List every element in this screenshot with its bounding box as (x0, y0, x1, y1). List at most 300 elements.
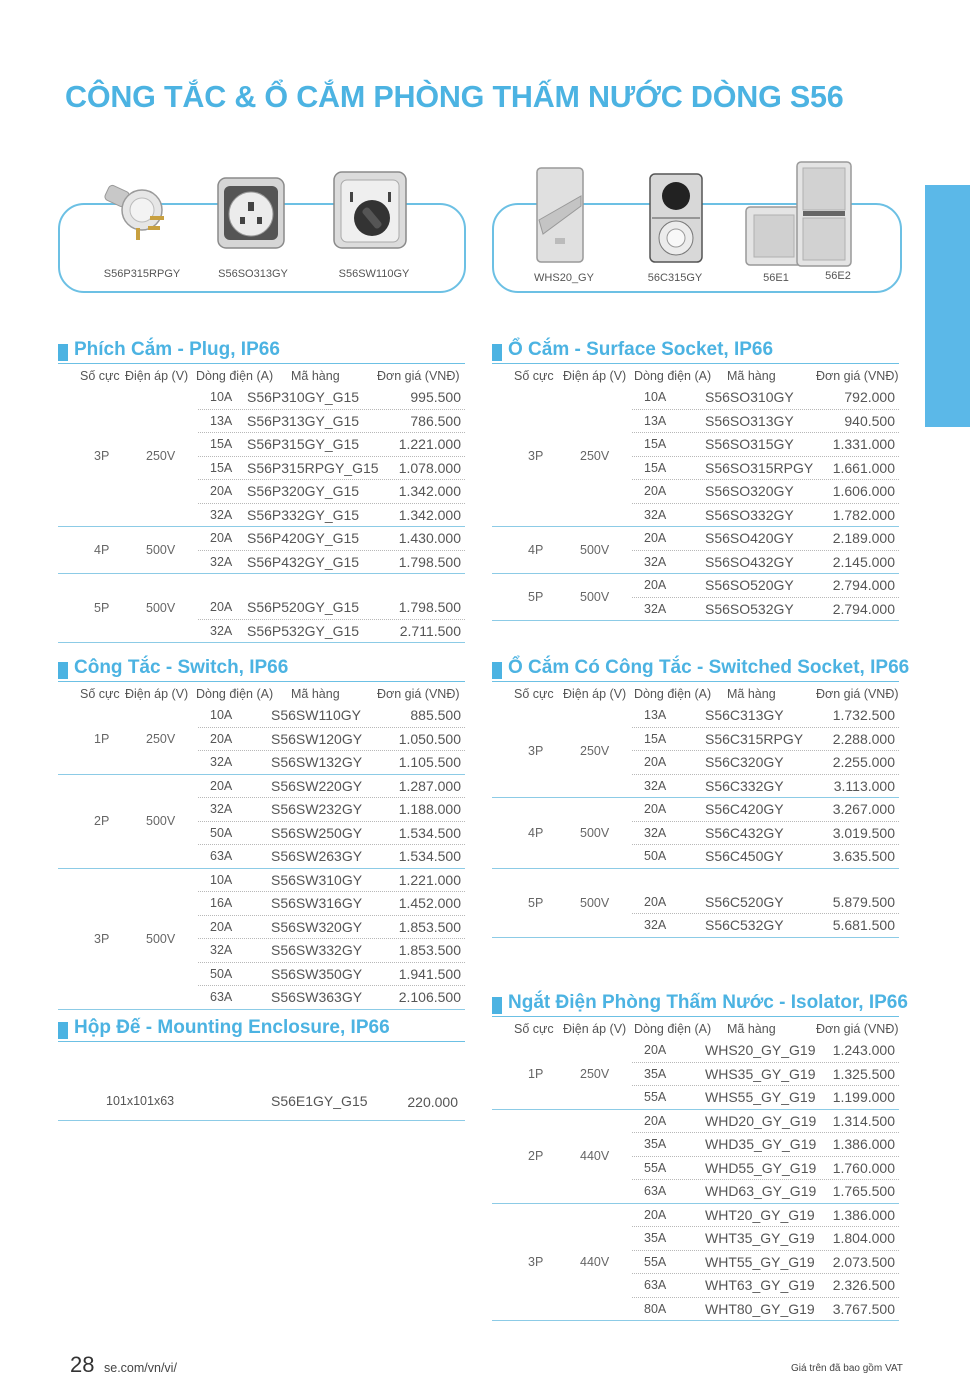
current-value: 55A (644, 1090, 667, 1104)
product-code: S56C532GY (705, 917, 784, 933)
enclosure-size: 101x101x63 (106, 1094, 175, 1108)
product-code: S56SW350GY (271, 965, 363, 982)
table-row (632, 1298, 899, 1321)
current-value: 20A (644, 484, 667, 498)
table-row (632, 751, 899, 775)
product-code: S56SO332GY (705, 506, 794, 523)
section-title: Ổ Cắm Có Công Tắc - Switched Socket, IP66 (508, 657, 910, 678)
voltage-value: 250V (580, 449, 610, 463)
price-value: 786.500 (410, 412, 461, 429)
table-row (198, 869, 465, 893)
price-value: 1.782.000 (832, 506, 895, 523)
price-value: 1.534.500 (398, 848, 461, 864)
price-value: 1.221.000 (398, 871, 461, 888)
section-marker (58, 662, 68, 679)
voltage-value: 500V (146, 931, 176, 946)
table-row (632, 845, 899, 868)
product-code: S56SO315GY (705, 436, 794, 452)
price-value: 3.767.500 (832, 1300, 895, 1317)
table-row (632, 527, 899, 551)
table-row (632, 1251, 899, 1275)
price-value: 1.342.000 (398, 483, 461, 499)
section-surface-socket (492, 341, 899, 621)
side-tab-marker (925, 185, 970, 427)
group-5p (58, 574, 465, 643)
price-value: 1.105.500 (398, 754, 461, 770)
product-code: S56P313GY_G15 (247, 412, 360, 429)
column-header-voltage: Điện áp (V) (563, 1022, 627, 1036)
current-value: 55A (644, 1160, 667, 1175)
current-value: 32A (210, 554, 233, 569)
current-value: 50A (210, 966, 233, 981)
table-row (198, 620, 465, 643)
table-row (198, 751, 465, 774)
product-code: S56SW232GY (271, 801, 363, 817)
current-value: 63A (644, 1278, 667, 1292)
column-header-voltage: Điện áp (V) (563, 687, 627, 701)
price-value: 1.331.000 (832, 436, 895, 452)
section-plug (58, 341, 465, 643)
poles-value: 1P (94, 731, 110, 746)
current-value: 63A (644, 1184, 667, 1198)
price-value: 1.243.000 (832, 1042, 895, 1058)
price-value: 1.430.000 (398, 530, 461, 546)
product-code: WHD35_GY_G19 (705, 1136, 817, 1152)
page-number: 28 (70, 1352, 95, 1377)
product-code: S56C315RPGY (705, 730, 804, 747)
voltage-value: 500V (146, 601, 176, 615)
current-value: 20A (210, 531, 233, 545)
current-value: 32A (210, 802, 233, 816)
table-row (632, 410, 899, 434)
enclosure-row (58, 1042, 465, 1121)
section-switch (58, 659, 465, 1010)
enclosure-code: S56E1GY_G15 (271, 1093, 368, 1109)
price-value: 1.188.000 (398, 801, 461, 817)
current-value: 20A (644, 755, 667, 769)
table-row (632, 1227, 899, 1251)
current-value: 32A (644, 601, 667, 616)
column-header-code: Mã hàng (727, 687, 776, 701)
poles-value: 3P (94, 449, 110, 463)
product-code: S56SO320GY (705, 483, 794, 499)
column-headers (492, 364, 899, 386)
product-code: S56P532GY_G15 (247, 622, 360, 639)
column-headers (58, 682, 465, 704)
poles-value: 2P (94, 814, 110, 828)
poles-value: 3P (528, 449, 544, 463)
table-row (198, 916, 465, 940)
poles-value: 2P (528, 1149, 544, 1163)
rotary-switch-icon (332, 170, 408, 250)
product-code: S56P310GY_G15 (247, 389, 360, 405)
product-label: S56P315RPGY (103, 268, 181, 280)
isolator-icon (535, 166, 585, 264)
product-code: WHT80_GY_G19 (705, 1300, 815, 1317)
table-row (198, 845, 465, 868)
table-row (632, 1110, 899, 1134)
group-4p (58, 527, 465, 574)
current-value: 32A (210, 943, 233, 957)
price-value: 3.267.000 (832, 801, 895, 817)
product-code: S56P315RPGY_G15 (247, 459, 379, 476)
table-row (198, 963, 465, 987)
switched-socket-icon (648, 172, 704, 264)
current-value: 16A (210, 896, 233, 910)
section-header (492, 992, 908, 1017)
price-value: 1.078.000 (398, 459, 461, 476)
price-value: 792.000 (844, 389, 895, 405)
product-code: S56SO310GY (705, 389, 794, 405)
price-value: 1.941.500 (398, 965, 461, 982)
product-code: WHT20_GY_G19 (705, 1206, 815, 1223)
product-label: WHS20_GY (534, 272, 594, 284)
product-code: WHS35_GY_G19 (705, 1065, 816, 1082)
price-value: 1.050.500 (398, 730, 461, 747)
current-value: 20A (644, 1043, 667, 1057)
product-label: 56E1 (763, 272, 789, 284)
voltage-value: 500V (580, 590, 610, 604)
table-row (198, 527, 465, 551)
price-value: 1.661.000 (832, 459, 895, 476)
current-value: 15A (210, 437, 233, 451)
price-value: 1.325.500 (832, 1065, 895, 1082)
table-row (198, 798, 465, 822)
price-value: 1.314.500 (832, 1112, 895, 1129)
section-header (492, 341, 899, 364)
current-value: 80A (644, 1301, 667, 1316)
table-row (632, 1063, 899, 1087)
table-row (632, 574, 899, 598)
product-code: S56SW263GY (271, 848, 363, 864)
product-code: S56SO313GY (705, 412, 794, 429)
price-value: 1.452.000 (398, 895, 461, 911)
price-value: 2.189.000 (832, 530, 895, 546)
price-value: 1.765.500 (832, 1183, 895, 1199)
voltage-value: 440V (580, 1149, 610, 1163)
price-value: 2.711.500 (399, 622, 461, 639)
column-header-price: Đơn giá (VNĐ) (816, 369, 899, 383)
current-value: 10A (210, 708, 233, 722)
column-header-price: Đơn giá (VNĐ) (377, 687, 460, 701)
column-header-current: Dòng điện (A) (196, 369, 274, 383)
current-value: 32A (210, 507, 233, 522)
product-code: S56C520GY (705, 893, 784, 910)
column-header-voltage: Điện áp (V) (125, 687, 189, 701)
poles-value: 5P (528, 895, 544, 910)
price-value: 2.106.500 (398, 989, 461, 1005)
current-value: 20A (210, 600, 233, 614)
poles-value: 3P (528, 743, 544, 758)
product-code: WHT55_GY_G19 (705, 1253, 815, 1270)
product-code: S56SO432GY (705, 553, 794, 570)
table-row (632, 504, 899, 527)
price-value: 2.255.000 (832, 754, 895, 770)
section-header (58, 1019, 465, 1042)
column-headers (492, 682, 899, 704)
price-value: 1.221.000 (398, 436, 461, 452)
table-row (632, 551, 899, 574)
table-row (198, 986, 465, 1009)
product-code: S56SO532GY (705, 600, 794, 617)
product-label: 56C315GY (647, 272, 703, 284)
table-row (632, 1204, 899, 1228)
poles-value: 4P (528, 543, 544, 557)
product-code: S56P315GY_G15 (247, 436, 360, 452)
section-marker (492, 662, 502, 679)
column-header-code: Mã hàng (727, 1022, 776, 1036)
current-value: 35A (644, 1066, 667, 1081)
product-code: WHT35_GY_G19 (705, 1230, 815, 1246)
current-value: 20A (644, 578, 667, 592)
price-value: 1.732.500 (832, 707, 895, 723)
current-value: 35A (644, 1137, 667, 1151)
current-value: 10A (210, 390, 233, 404)
section-header (58, 341, 465, 364)
table-row (632, 1157, 899, 1181)
product-code: WHD55_GY_G19 (705, 1159, 817, 1176)
column-header-current: Dòng điện (A) (634, 687, 712, 701)
current-value: 32A (644, 507, 667, 522)
section-marker (492, 997, 502, 1014)
group-2p (58, 775, 465, 869)
section-marker (492, 344, 502, 361)
current-value: 20A (210, 778, 233, 793)
page-title: CÔNG TẮC & Ổ CẮM PHÒNG THẤM NƯỚC DÒNG S56 (65, 80, 844, 114)
table-row (198, 728, 465, 752)
current-value: 20A (210, 731, 233, 746)
product-code: WHS20_GY_G19 (705, 1042, 816, 1058)
table-row (198, 551, 465, 574)
column-headers (492, 1017, 899, 1039)
price-value: 2.794.000 (832, 600, 895, 617)
voltage-value: 250V (146, 449, 176, 463)
product-code: WHT63_GY_G19 (705, 1277, 815, 1293)
column-header-poles: Số cực (514, 1022, 554, 1036)
current-value: 15A (644, 731, 667, 746)
price-value: 885.500 (410, 707, 461, 723)
product-code: S56SO315RPGY (705, 459, 814, 476)
section-isolator (492, 992, 908, 1321)
product-code: S56C420GY (705, 801, 784, 817)
poles-value: 1P (528, 1066, 544, 1081)
current-value: 20A (644, 894, 667, 909)
current-value: 32A (210, 755, 233, 769)
column-headers (58, 364, 465, 386)
current-value: 10A (644, 390, 667, 404)
section-marker (58, 344, 68, 361)
table-row (632, 822, 899, 846)
product-label: 56E2 (825, 270, 851, 282)
product-code: S56SW220GY (271, 777, 363, 794)
price-value: 1.534.500 (398, 824, 461, 841)
table-row (632, 775, 899, 798)
group-3p (492, 704, 899, 798)
group-5p (492, 869, 899, 938)
group-3p (58, 869, 465, 1010)
poles-value: 5P (94, 601, 110, 615)
table-row (198, 457, 465, 481)
current-value: 32A (644, 554, 667, 569)
current-value: 63A (210, 990, 233, 1004)
current-value: 20A (644, 802, 667, 816)
current-value: 20A (644, 531, 667, 545)
section-title: Hộp Đế - Mounting Enclosure, IP66 (74, 1017, 390, 1038)
table-row (198, 386, 465, 410)
group-3p (492, 1204, 899, 1322)
plug-icon (104, 180, 176, 244)
price-value: 1.760.000 (832, 1159, 895, 1176)
current-value: 63A (210, 849, 233, 863)
current-value: 32A (644, 825, 667, 840)
price-value: 1.287.000 (398, 777, 461, 794)
current-value: 32A (644, 778, 667, 793)
price-value: 3.113.000 (833, 777, 895, 794)
section-title: Phích Cắm - Plug, IP66 (74, 339, 280, 360)
table-row (632, 386, 899, 410)
poles-value: 3P (528, 1254, 544, 1269)
product-code: S56SO520GY (705, 577, 794, 593)
current-value: 50A (210, 825, 233, 840)
product-code: S56SW332GY (271, 942, 363, 958)
group-4p (492, 798, 899, 869)
table-row (632, 598, 899, 621)
table-row (198, 822, 465, 846)
column-header-poles: Số cực (514, 369, 554, 383)
current-value: 15A (210, 460, 233, 475)
current-value: 35A (644, 1231, 667, 1245)
product-code: S56SW250GY (271, 824, 363, 841)
current-value: 13A (644, 708, 667, 722)
price-value: 2.145.000 (832, 553, 895, 570)
product-code: S56C332GY (705, 777, 784, 794)
table-row (632, 704, 899, 728)
section-mounting-enclosure (58, 1019, 465, 1121)
product-code: S56P320GY_G15 (247, 483, 360, 499)
table-row (632, 1180, 899, 1203)
table-row (198, 775, 465, 799)
table-row (632, 728, 899, 752)
product-code: S56C450GY (705, 848, 784, 864)
product-code: S56SW120GY (271, 730, 363, 747)
column-header-poles: Số cực (514, 687, 554, 701)
table-row (198, 480, 465, 504)
price-value: 3.635.500 (832, 848, 895, 864)
product-code: WHS55_GY_G19 (705, 1089, 816, 1105)
product-code: S56P432GY_G15 (247, 553, 360, 570)
product-code: S56C313GY (705, 707, 784, 723)
socket-icon (216, 176, 286, 250)
price-value: 1.386.000 (832, 1206, 895, 1223)
voltage-value: 250V (580, 1066, 610, 1081)
table-row (632, 433, 899, 457)
current-value: 15A (644, 460, 667, 475)
table-row (632, 798, 899, 822)
product-code: S56SW316GY (271, 895, 363, 911)
column-header-current: Dòng điện (A) (634, 369, 712, 383)
voltage-value: 440V (580, 1254, 610, 1269)
table-row (198, 892, 465, 916)
price-value: 2.073.500 (832, 1253, 895, 1270)
column-header-voltage: Điện áp (V) (563, 369, 627, 383)
price-value: 1.853.500 (398, 918, 461, 935)
current-value: 20A (644, 1113, 667, 1128)
enclosure-price: 220.000 (407, 1094, 458, 1110)
column-header-price: Đơn giá (VNĐ) (816, 1022, 899, 1036)
table-row (198, 433, 465, 457)
column-header-code: Mã hàng (291, 687, 340, 701)
table-row (632, 480, 899, 504)
product-code: S56SW110GY (271, 707, 362, 723)
product-label: S56SW110GY (338, 268, 410, 280)
price-value: 1.386.000 (832, 1136, 895, 1152)
column-header-code: Mã hàng (727, 369, 776, 383)
current-value: 50A (644, 849, 667, 863)
table-row (198, 704, 465, 728)
product-code: S56P420GY_G15 (247, 530, 360, 546)
group-1p (58, 704, 465, 775)
vat-note: Giá trên đã bao gồm VAT (791, 1363, 903, 1374)
section-title: Công Tắc - Switch, IP66 (74, 657, 289, 678)
poles-value: 3P (94, 931, 110, 946)
voltage-value: 250V (580, 743, 610, 758)
price-value: 2.288.000 (832, 730, 895, 747)
group-2p (492, 1110, 899, 1204)
poles-value: 4P (528, 825, 544, 840)
current-value: 13A (644, 413, 667, 428)
voltage-value: 500V (580, 543, 610, 557)
current-value: 10A (210, 872, 233, 887)
column-header-current: Dòng điện (A) (196, 687, 274, 701)
product-code: S56C432GY (705, 824, 784, 841)
product-code: S56SO420GY (705, 530, 794, 546)
footer-url[interactable]: se.com/vn/vi/ (104, 1361, 177, 1375)
table-row (198, 504, 465, 527)
group-4p (492, 527, 899, 574)
price-value: 2.326.500 (832, 1277, 895, 1293)
section-switched-socket (492, 657, 910, 938)
column-header-code: Mã hàng (291, 369, 340, 383)
voltage-value: 500V (146, 814, 176, 828)
price-value: 940.500 (844, 412, 895, 429)
voltage-value: 500V (146, 543, 176, 557)
product-code: WHD20_GY_G19 (705, 1112, 817, 1129)
section-title: Ổ Cắm - Surface Socket, IP66 (508, 339, 774, 360)
section-header (58, 659, 465, 682)
product-code: S56C320GY (705, 754, 784, 770)
table-row (632, 1274, 899, 1298)
section-marker (58, 1022, 68, 1039)
product-code: S56SW320GY (271, 918, 363, 935)
product-code: WHD63_GY_G19 (705, 1183, 817, 1199)
product-code: S56SW132GY (271, 754, 363, 770)
column-header-voltage: Điện áp (V) (125, 369, 189, 383)
poles-value: 5P (528, 590, 544, 604)
table-row (632, 891, 899, 915)
price-value: 1.342.000 (398, 506, 461, 523)
price-value: 5.879.500 (832, 893, 895, 910)
current-value: 20A (644, 1207, 667, 1222)
price-value: 1.199.000 (832, 1089, 895, 1105)
poles-value: 4P (94, 543, 110, 557)
table-row (632, 914, 899, 937)
current-value: 13A (210, 413, 233, 428)
price-value: 1.606.000 (832, 483, 895, 499)
price-value: 5.681.500 (832, 917, 895, 933)
table-row (632, 1039, 899, 1063)
current-value: 15A (644, 437, 667, 451)
current-value: 20A (210, 484, 233, 498)
